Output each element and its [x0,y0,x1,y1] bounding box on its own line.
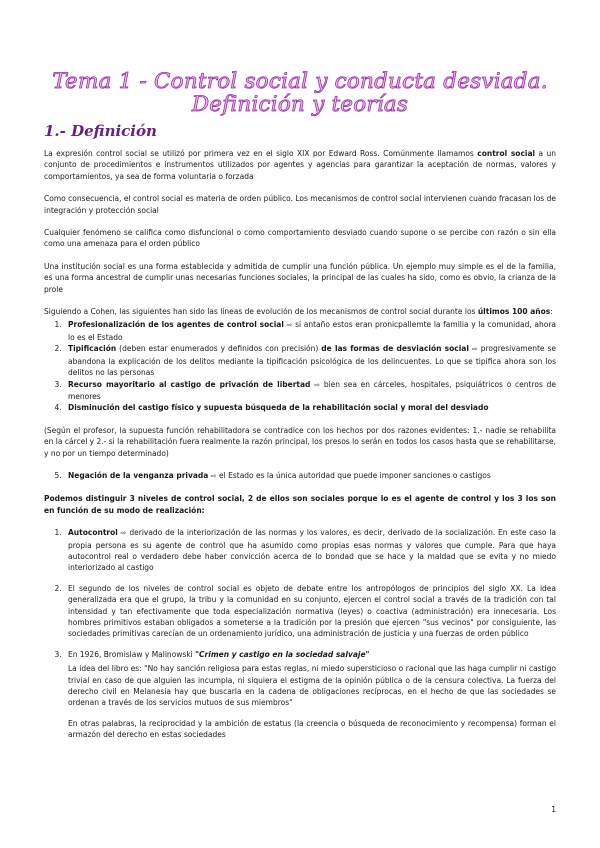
paragraph-definition: La expresión control social se utilizó por primera vez en el siglo XIX por Edward Ross. Comúnmente llamamos control social a un conjunto de procedimientos e instrumentos utilizados por agentes y agencias para garantizar la aceptación de normas, valores y comportamientos, ya sea de forma voluntaria o forzada [44,149,557,181]
list-item: 2. Tipificación (deben estar enumerados y definidos con precisión) de las formas de desviación social ⇨ progresivamente se abandona la explicación de los delitos mediante la tipificación psicológica de los delincuentes. Lo que se tipifica ahora son los delitos no las personas [64,343,556,378]
cohen-list [44,319,556,413]
list-item: 3. En 1926, Bromislaw y Malinowski "Crimen y castigo en la sociedad salvaje" La idea del libro es: "No hay sanción religiosa para estas reglas, ni miedo supersticioso o racional que las haga cumplir ni castigo trivial en caso de que alguien las incumpla, ni siquiera el estigma de la opinión pública o de la censura colectiva. La fuerza del derecho civil en Melanesia hay que buscarla en la cadena de obligaciones recíprocas, en el hecho de que las sociedades se ordenan a través de los servicios mutuos de sus miembros" En otras palabras, la reciprocidad y la ambición de estatus (la creencia o búsqueda de reconocimiento y recompensa) forman el armazón del derecho en estas sociedades [64,649,556,741]
arrow-icon: ⇨ [286,321,293,330]
page-number: 1 [551,805,556,814]
malinowski-quote: La idea del libro es: "No hay sanción religiosa para estas reglas, ni miedo supersticioso o racional que las haga cumplir ni castigo trivial en caso de que alguien las incumpla, ni siquiera el estigma de la opinión pública o de la censura colectiva. La fuerza del derecho civil en Melanesia hay que buscarla en la cadena de obligaciones recíprocas, en el hecho de que las sociedades se ordenan a través de los servicios mutuos de sus miembros" [68,664,556,708]
cohen-list-continued [44,470,556,482]
arrow-icon: ⇨ [471,345,478,354]
paragraph-institution: Una institución social es una forma establecida y admitida de cumplir una función pública. Un ejemplo muy simple es el de la familia, es una forma ancestral de cumplir unas necesarias funciones sociales, la principal de las cuales ha sido, como es obvio, la crianza de la prole [44,261,556,294]
paragraph-levels-intro: Podemos distinguir 3 niveles de control social, 2 de ellos son sociales porque lo es el agente de control y los 3 los son en función de su modo de realización: [44,494,556,515]
paragraph-dysfunctional: Cualquier fenómeno se califica como disfuncional o como comportamiento desviado cuando supone o se percibe con razón o sin ella como una amenaza para el orden público [44,228,556,249]
arrow-icon: ⇨ [210,471,217,480]
arrow-icon: ⇨ [120,529,127,538]
title-line-1: Tema 1 - Control social y conducta desviada. [52,69,548,94]
list-item: 4. Disminución del castigo físico y supuesta búsqueda de la rehabilitación social y moral del desviado [64,402,556,413]
arrow-icon: ⇨ [314,380,321,389]
paragraph-professor-note: (Según el profesor, la supuesta función rehabilitadora se contradice con los hechos por dos razones evidentes: 1.- nadie se rehabilita en la cárcel y 2.- si la rehabilitación fuera realmente la razón principal, los presos lo serán en todos los casos hasta que se rehabilitarse, y no por un tiempo determinado) [44,425,556,458]
title-line-2: Definición y teorías [191,92,409,117]
list-item: 2. El segundo de los niveles de control social es objeto de debate entre los antropólogos de principios del siglo XX. La idea generalizada era que el grupo, la tribu y la comunidad en su conjunto, ejercen el control social a través de la tradición con tal intensidad y tan efectivamente que toda especialización normativa (leyes) o coactiva (administración) era innecesaria. Los hombres primitivos estaban obligados a someterse a la tradición por la presión que ejercen "sus vecinos" por consiguiente, las sociedades primitivas carecían de un ordenamiento jurídico, una administración de justicia y una fuerzas de orden público [64,583,556,640]
paragraph-cohen: Siguiendo a Cohen, las siguientes han sido las líneas de evolución de los mecanismos de control social durante los últimos 100 años: [44,307,553,317]
levels-list [44,527,556,741]
document-title [44,70,556,116]
list-item: 1. Autocontrol ⇨ derivado de la interiorización de las normas y los valores, es decir, derivado de la socialización. En este caso la propia persona es su agente de control que ha asumido como propias esas normas y valores que cumple. Para que haya autocontrol real o verdadero debe haber convicción acerca de lo bondad que se hace y la maldad que se evita y no miedo interiorizado al castigo [64,527,556,574]
paragraph-public-order: Como consecuencia, el control social es materia de orden público. Los mecanismos de control social intervienen cuando fracasan los de integración y protección social [44,194,556,215]
list-item: 3. Recurso mayoritario al castigo de privación de libertad ⇨ bien sea en cárceles, hospitales, psiquiátricos o centros de menores [64,379,556,403]
reciprocity-paragraph: En otras palabras, la reciprocidad y la ambición de estatus (la creencia o búsqueda de reconocimiento y recompensa) forman el armazón del derecho en estas sociedades [68,718,556,740]
section-heading: 1.- Definición [44,122,157,140]
list-item: 5. Negación de la venganza privada ⇨ el Estado es la única autoridad que puede imponer sanciones o castigos [64,470,556,482]
list-item: 1. Profesionalización de los agentes de control social ⇨ si antaño estos eran pronicpallemte la familia y la comunidad, ahora lo es el Estado [64,319,556,343]
